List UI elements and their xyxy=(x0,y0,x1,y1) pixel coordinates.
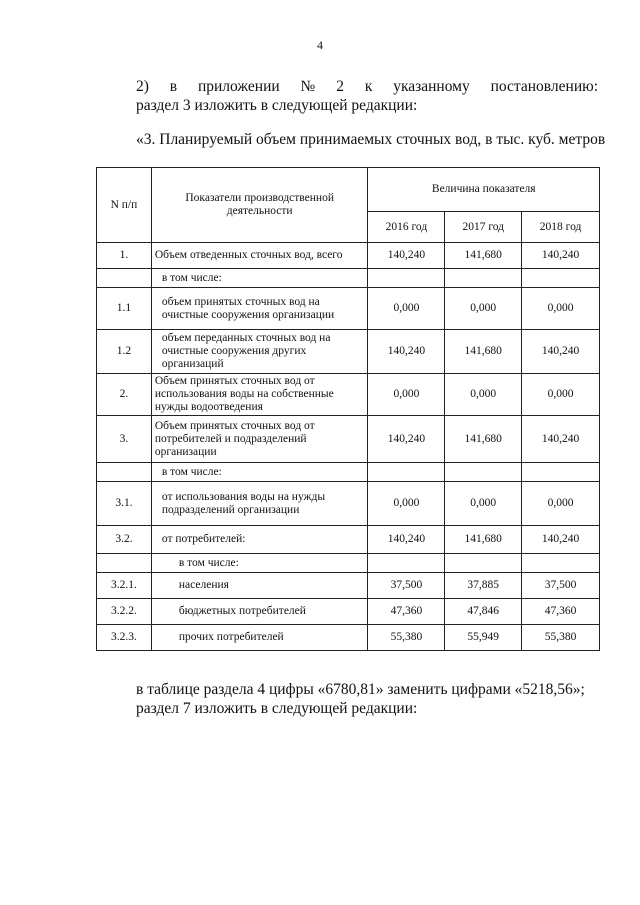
table-row xyxy=(97,482,600,526)
row-value: 37,500 xyxy=(368,573,445,599)
row-indicator: в том числе: xyxy=(151,554,368,573)
row-indicator: населения xyxy=(151,573,368,599)
row-number xyxy=(97,269,152,288)
header-value-group: Величина показателя xyxy=(368,168,600,212)
row-value: 140,240 xyxy=(522,416,600,463)
header-year: 2016 год xyxy=(368,212,445,243)
after-paragraph xyxy=(136,680,606,718)
row-number: 2. xyxy=(97,374,152,416)
section-title: «3. Планируемый объем принимаемых сточных вод, в тыс. куб. метров xyxy=(136,131,606,148)
row-value: 55,380 xyxy=(522,625,600,651)
row-value: 141,680 xyxy=(445,526,522,554)
row-number: 1. xyxy=(97,243,152,269)
row-number: 3.2. xyxy=(97,526,152,554)
table-row xyxy=(97,625,600,651)
row-value: 141,680 xyxy=(445,416,522,463)
intro-word: приложении xyxy=(197,78,280,95)
row-number: 3.2.3. xyxy=(97,625,152,651)
row-number xyxy=(97,463,152,482)
row-indicator: Объем принятых сточных вод от использования воды на собственные нужды водоотведения xyxy=(151,374,368,416)
row-value xyxy=(522,269,600,288)
row-value: 141,680 xyxy=(445,330,522,374)
after-line-1: в таблице раздела 4 цифры «6780,81» заменить цифрами «5218,56»; xyxy=(136,681,585,698)
header-num: N п/п xyxy=(97,168,152,243)
table-row xyxy=(97,554,600,573)
row-value: 0,000 xyxy=(368,374,445,416)
after-line-2: раздел 7 изложить в следующей редакции: xyxy=(136,700,418,717)
row-indicator: объем принятых сточных вод на очистные сооружения организации xyxy=(151,288,368,330)
row-value: 47,846 xyxy=(445,599,522,625)
row-value xyxy=(522,463,600,482)
row-value: 0,000 xyxy=(445,374,522,416)
row-indicator: Объем принятых сточных вод от потребителей и подразделений организации xyxy=(151,416,368,463)
row-indicator: бюджетных потребителей xyxy=(151,599,368,625)
row-value: 55,380 xyxy=(368,625,445,651)
row-value: 0,000 xyxy=(445,482,522,526)
intro-word: к xyxy=(364,78,373,95)
row-indicator: от использования воды на нужды подразделений организации xyxy=(151,482,368,526)
row-value: 0,000 xyxy=(522,482,600,526)
row-value: 141,680 xyxy=(445,243,522,269)
row-value: 140,240 xyxy=(522,526,600,554)
row-number: 3.1. xyxy=(97,482,152,526)
row-value: 140,240 xyxy=(368,416,445,463)
row-value xyxy=(445,554,522,573)
row-value: 140,240 xyxy=(368,330,445,374)
row-indicator: объем переданных сточных вод на очистные сооружения других организаций xyxy=(151,330,368,374)
wastewater-table xyxy=(96,167,600,651)
table-row xyxy=(97,599,600,625)
intro-word: указанному xyxy=(393,78,470,95)
row-value: 0,000 xyxy=(522,288,600,330)
row-number: 3.2.2. xyxy=(97,599,152,625)
row-number xyxy=(97,554,152,573)
table-row xyxy=(97,416,600,463)
header-year: 2017 год xyxy=(445,212,522,243)
table-row xyxy=(97,573,600,599)
row-value: 0,000 xyxy=(522,374,600,416)
row-value: 140,240 xyxy=(368,243,445,269)
row-value xyxy=(368,463,445,482)
row-indicator: в том числе: xyxy=(151,463,368,482)
row-value: 140,240 xyxy=(522,243,600,269)
row-value: 140,240 xyxy=(368,526,445,554)
intro-line-2: раздел 3 изложить в следующей редакции: xyxy=(136,97,418,114)
table-row xyxy=(97,374,600,416)
row-number: 1.1 xyxy=(97,288,152,330)
intro-word: 2 xyxy=(336,78,344,95)
table-row xyxy=(97,526,600,554)
intro-word: 2) xyxy=(136,78,149,95)
row-indicator: прочих потребителей xyxy=(151,625,368,651)
row-indicator: от потребителей: xyxy=(151,526,368,554)
intro-line-1 xyxy=(136,77,598,96)
row-indicator: в том числе: xyxy=(151,269,368,288)
row-value xyxy=(368,554,445,573)
page-number: 4 xyxy=(317,38,323,52)
header-indicator: Показатели производственной деятельности xyxy=(151,168,368,243)
table-row xyxy=(97,330,600,374)
row-value xyxy=(368,269,445,288)
row-value: 140,240 xyxy=(522,330,600,374)
row-indicator: Объем отведенных сточных вод, всего xyxy=(151,243,368,269)
table-row xyxy=(97,243,600,269)
header-year: 2018 год xyxy=(522,212,600,243)
row-number: 3. xyxy=(97,416,152,463)
intro-word: № xyxy=(300,78,316,95)
row-value: 0,000 xyxy=(445,288,522,330)
row-value xyxy=(445,463,522,482)
table-row xyxy=(97,288,600,330)
row-number: 3.2.1. xyxy=(97,573,152,599)
row-value: 55,949 xyxy=(445,625,522,651)
table-row xyxy=(97,463,600,482)
row-value xyxy=(522,554,600,573)
row-value xyxy=(445,269,522,288)
table-row xyxy=(97,269,600,288)
row-value: 37,500 xyxy=(522,573,600,599)
intro-paragraph xyxy=(136,77,598,115)
row-value: 0,000 xyxy=(368,482,445,526)
row-number: 1.2 xyxy=(97,330,152,374)
intro-word: постановлению: xyxy=(490,78,598,95)
row-value: 0,000 xyxy=(368,288,445,330)
row-value: 37,885 xyxy=(445,573,522,599)
row-value: 47,360 xyxy=(522,599,600,625)
row-value: 47,360 xyxy=(368,599,445,625)
intro-word: в xyxy=(169,78,178,95)
